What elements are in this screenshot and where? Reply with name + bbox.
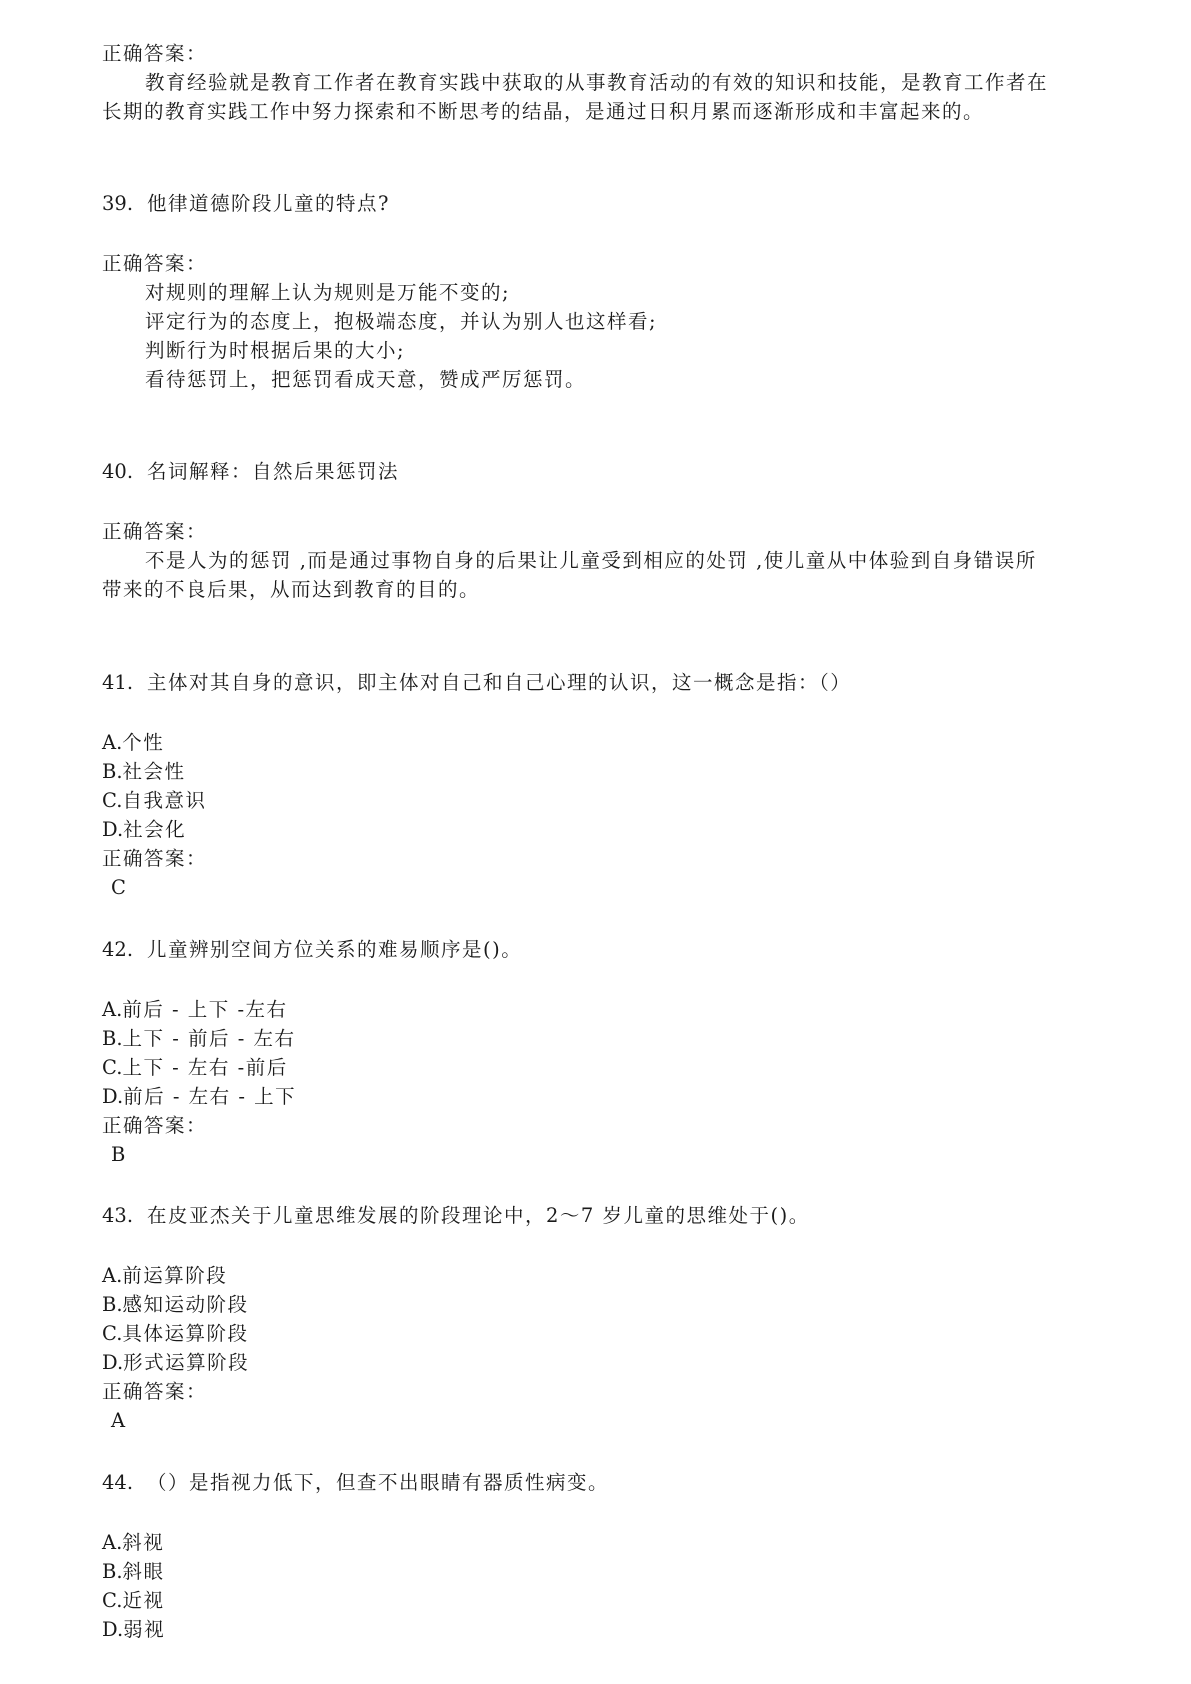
option-c: C.近视 <box>102 1589 165 1612</box>
question-text: （）是指视力低下，但查不出眼睛有器质性病变。 <box>147 1471 610 1494</box>
answer-text-line: 教育经验就是教育工作者在教育实践中获取的从事教育活动的有效的知识和技能，是教育工作者在 <box>145 71 1049 94</box>
option-a: A.前后 - 上下 -左右 <box>102 998 288 1021</box>
answer-label: 正确答案： <box>102 847 208 870</box>
answer-text-line: 看待惩罚上，把惩罚看成天意，赞成严厉惩罚。 <box>145 368 587 391</box>
answer-text-line: 对规则的理解上认为规则是万能不变的; <box>145 281 511 304</box>
answer-label: 正确答案： <box>102 520 208 543</box>
question-40 <box>102 458 399 486</box>
option-a: A.斜视 <box>102 1531 165 1554</box>
option-d: D.弱视 <box>102 1618 166 1641</box>
answer-label: 正确答案： <box>102 42 208 65</box>
question-text: 名词解释：自然后果惩罚法 <box>147 460 400 483</box>
question-number: 39. <box>102 192 134 215</box>
question-text: 他律道德阶段儿童的特点? <box>147 192 390 215</box>
answer-text-line: 长期的教育实践工作中努力探索和不断思考的结晶，是通过日积月累而逐渐形成和丰富起来的。 <box>102 100 985 123</box>
answer-text-line: 带来的不良后果，从而达到教育的目的。 <box>102 578 481 601</box>
answer-text-line: 不是人为的惩罚 ,而是通过事物自身的后果让儿童受到相应的处罚 ,使儿童从中体验到自身错误所 <box>145 549 1037 572</box>
question-44 <box>102 1469 609 1497</box>
option-d: D.前后 - 左右 - 上下 <box>102 1085 297 1108</box>
answer-value: C <box>111 876 128 899</box>
option-c: C.自我意识 <box>102 789 207 812</box>
question-text: 儿童辨别空间方位关系的难易顺序是()。 <box>147 938 523 961</box>
option-c: C.具体运算阶段 <box>102 1322 249 1345</box>
answer-value: A <box>111 1409 127 1432</box>
question-number: 40. <box>102 460 134 483</box>
answer-value: B <box>111 1143 127 1166</box>
option-b: B.感知运动阶段 <box>102 1293 249 1316</box>
question-number: 44. <box>102 1471 134 1494</box>
answer-label: 正确答案： <box>102 1380 208 1403</box>
answer-text-line: 评定行为的态度上，抱极端态度，并认为别人也这样看; <box>145 310 658 333</box>
question-42 <box>102 936 522 964</box>
option-b: B.斜眼 <box>102 1560 165 1583</box>
answer-text-line: 判断行为时根据后果的大小; <box>145 339 406 362</box>
question-41 <box>102 669 851 697</box>
option-b: B.上下 - 前后 - 左右 <box>102 1027 296 1050</box>
option-c: C.上下 - 左右 -前后 <box>102 1056 288 1079</box>
option-d: D.形式运算阶段 <box>102 1351 250 1374</box>
option-b: B.社会性 <box>102 760 186 783</box>
question-39 <box>102 190 390 218</box>
option-a: A.个性 <box>102 731 165 754</box>
answer-label: 正确答案： <box>102 1114 208 1137</box>
question-text: 主体对其自身的意识，即主体对自己和自己心理的认识，这一概念是指：（） <box>147 671 852 694</box>
option-d: D.社会化 <box>102 818 187 841</box>
question-text: 在皮亚杰关于儿童思维发展的阶段理论中，2～7 岁儿童的思维处于()。 <box>147 1204 810 1227</box>
question-43 <box>102 1202 810 1230</box>
question-number: 41. <box>102 671 134 694</box>
question-number: 42. <box>102 938 134 961</box>
question-number: 43. <box>102 1204 134 1227</box>
answer-label: 正确答案： <box>102 252 208 275</box>
option-a: A.前运算阶段 <box>102 1264 228 1287</box>
